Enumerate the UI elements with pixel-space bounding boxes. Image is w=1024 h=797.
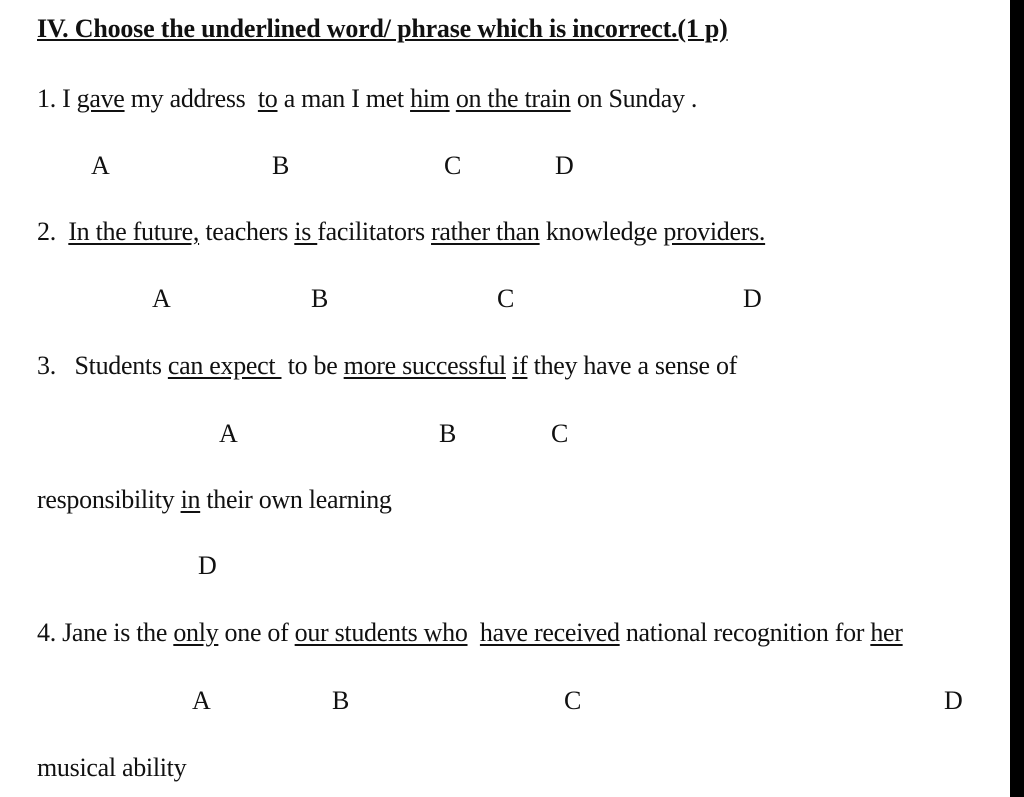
q3-underlined-c: if: [512, 351, 528, 380]
q1-underlined-d: on the train: [455, 84, 571, 113]
q2-underlined-a: In the future,: [68, 217, 200, 246]
q3-option-d: D: [198, 551, 217, 580]
q1-option-c: C: [444, 151, 462, 180]
q3-text: responsibility: [37, 485, 181, 514]
section-heading: IV. Choose the underlined word/ phrase which is incorrect.(1 p): [37, 14, 728, 43]
q2-text: 2.: [37, 217, 69, 246]
q4-option-d: D: [944, 686, 963, 715]
q1-option-b: B: [272, 151, 290, 180]
q2-option-c: C: [497, 284, 515, 313]
q2-text: teachers: [199, 217, 295, 246]
q1-text: a man I met: [277, 84, 411, 113]
q4-underlined-b: our students who: [294, 618, 468, 647]
q1-text: 1. I: [37, 84, 77, 113]
q4-option-a: A: [192, 686, 211, 715]
q4-option-b: B: [332, 686, 350, 715]
q2-underlined-c: rather than: [431, 217, 540, 246]
q2-text: knowledge: [539, 217, 664, 246]
q4-underlined-d: her: [870, 618, 903, 647]
question-3-continuation: [37, 485, 392, 515]
q3-underlined-a: can expect: [167, 351, 282, 380]
q3-option-b: B: [439, 419, 457, 448]
q4-text: national recognition for: [619, 618, 871, 647]
q4-text: 4. Jane is the: [37, 618, 174, 647]
q3-option-a: A: [219, 419, 238, 448]
q1-option-d: D: [555, 151, 574, 180]
q3-underlined-d: in: [180, 485, 201, 514]
question-2: [37, 217, 765, 247]
q3-underlined-b: more successful: [343, 351, 506, 380]
question-4-continuation: musical ability: [37, 753, 187, 782]
q4-text: [468, 618, 480, 647]
q4-underlined-a: only: [173, 618, 219, 647]
question-1: [37, 84, 697, 114]
question-3: [37, 351, 737, 381]
q1-option-a: A: [91, 151, 110, 180]
q3-option-c: C: [551, 419, 569, 448]
q1-underlined-a: gave: [76, 84, 125, 113]
q2-option-d: D: [743, 284, 762, 313]
q1-underlined-b: to: [257, 84, 278, 113]
q2-underlined-b: is: [294, 217, 318, 246]
q1-underlined-c: him: [410, 84, 450, 113]
q2-option-b: B: [311, 284, 329, 313]
q3-text: 3. Students: [37, 351, 168, 380]
q4-underlined-c: have received: [479, 618, 620, 647]
q1-text: my address: [124, 84, 258, 113]
question-4: [37, 618, 903, 648]
q3-text: to be: [281, 351, 344, 380]
q2-text: facilitators: [317, 217, 432, 246]
q3-text: their own learning: [200, 485, 392, 514]
page-border: [1010, 0, 1024, 797]
q2-option-a: A: [152, 284, 171, 313]
q2-underlined-d: providers.: [663, 217, 766, 246]
q1-text: on Sunday .: [570, 84, 698, 113]
q3-text: they have a sense of: [527, 351, 738, 380]
q4-option-c: C: [564, 686, 582, 715]
q4-text: one of: [218, 618, 295, 647]
